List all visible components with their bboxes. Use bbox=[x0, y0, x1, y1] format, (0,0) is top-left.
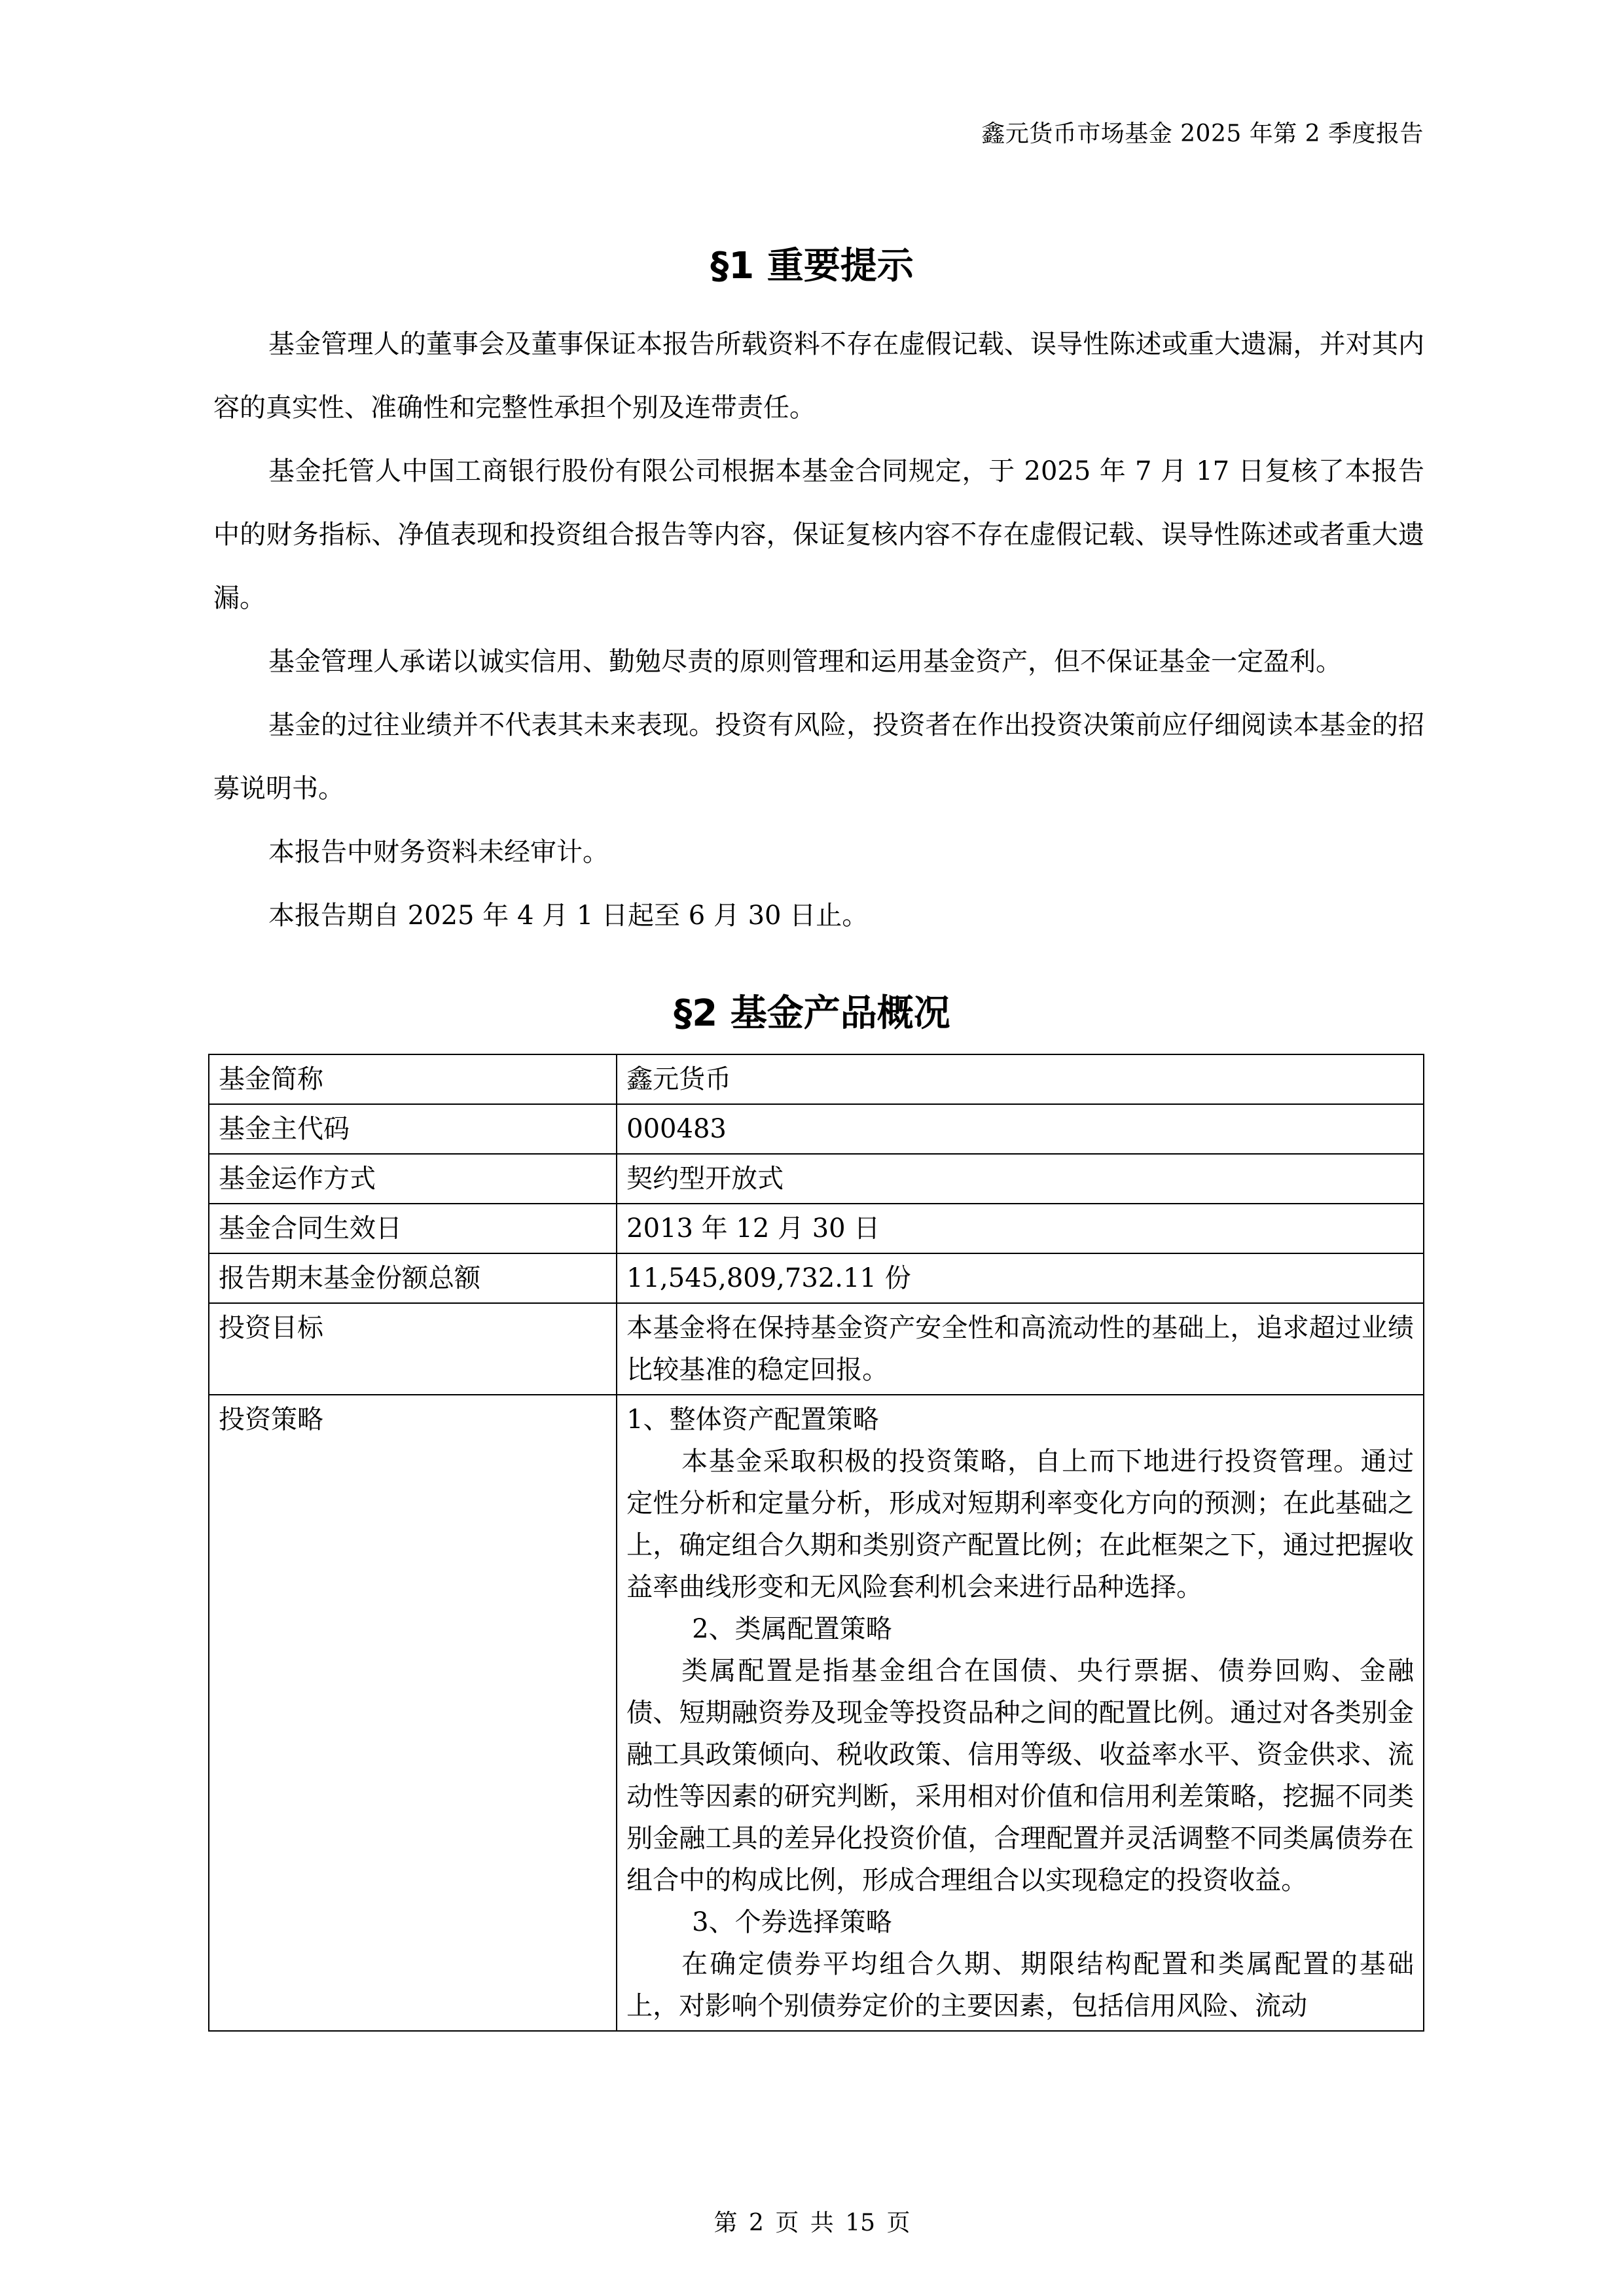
row-value: 2013 年 12 月 30 日 bbox=[617, 1204, 1424, 1253]
section1-paragraph: 基金管理人的董事会及董事保证本报告所载资料不存在虚假记载、误导性陈述或重大遗漏，并对其内容的真实性、准确性和完整性承担个别及连带责任。 bbox=[213, 329, 1424, 423]
strategy-block bbox=[626, 1399, 1414, 2027]
table-row bbox=[209, 1204, 1424, 1253]
table-row bbox=[209, 1054, 1424, 1104]
investment-strategy-cell bbox=[617, 1395, 1424, 2031]
page-number-footer: 第 2 页 共 15 页 bbox=[713, 2210, 911, 2236]
section1-paragraph: 基金托管人中国工商银行股份有限公司根据本基金合同规定，于 2025 年 7 月 17 日复核了本报告中的财务指标、净值表现和投资组合报告等内容，保证复核内容不存在虚假记载、误导性陈述或者重大遗漏。 bbox=[213, 456, 1424, 613]
row-value: 鑫元货币 bbox=[617, 1054, 1424, 1104]
strategy-paragraph: 在确定债券平均组合久期、期限结构配置和类属配置的基础上，对影响个别债券定价的主要因素，包括信用风险、流动 bbox=[626, 1949, 1414, 2021]
row-label: 基金简称 bbox=[209, 1054, 617, 1104]
section1-paragraph: 本报告期自 2025 年 4 月 1 日起至 6 月 30 日止。 bbox=[268, 901, 869, 931]
row-value: 000483 bbox=[617, 1104, 1424, 1154]
section1-paragraph: 基金管理人承诺以诚实信用、勤勉尽责的原则管理和运用基金资产，但不保证基金一定盈利。 bbox=[268, 647, 1342, 677]
section1-paragraph: 本报告中财务资料未经审计。 bbox=[268, 837, 609, 867]
section1-body bbox=[213, 313, 1424, 948]
row-label: 投资目标 bbox=[209, 1303, 617, 1395]
strategy-paragraph: 类属配置是指基金组合在国债、央行票据、债券回购、金融债、短期融资券及现金等投资品种之间的配置比例。通过对各类别金融工具政策倾向、税收政策、信用等级、收益率水平、资金供求、流动性等因素的研究判断，采用相对价值和信用利差策略，挖掘不同类别金融工具的差异化投资价值，合理配置并灵活调整不同类属债券在组合中的构成比例，形成合理组合以实现稳定的投资收益。 bbox=[626, 1656, 1414, 1895]
table-row bbox=[209, 1154, 1424, 1204]
row-label: 基金主代码 bbox=[209, 1104, 617, 1154]
fund-overview-table bbox=[208, 1054, 1424, 2032]
row-label: 投资策略 bbox=[209, 1395, 617, 2031]
strategy-heading: 3、个券选择策略 bbox=[692, 1907, 892, 1937]
table-row bbox=[209, 1395, 1424, 2031]
section1-paragraph: 基金的过往业绩并不代表其未来表现。投资有风险，投资者在作出投资决策前应仔细阅读本基金的招募说明书。 bbox=[213, 710, 1424, 804]
row-label: 基金合同生效日 bbox=[209, 1204, 617, 1253]
row-value: 本基金将在保持基金资产安全性和高流动性的基础上，追求超过业绩比较基准的稳定回报。 bbox=[617, 1303, 1424, 1395]
row-label: 报告期末基金份额总额 bbox=[209, 1253, 617, 1303]
strategy-paragraph: 本基金采取积极的投资策略，自上而下地进行投资管理。通过定性分析和定量分析，形成对短期利率变化方向的预测；在此基础之上，确定组合久期和类别资产配置比例；在此框架之下，通过把握收益率曲线形变和无风险套利机会来进行品种选择。 bbox=[626, 1446, 1414, 1602]
strategy-heading: 2、类属配置策略 bbox=[692, 1614, 892, 1644]
table-row bbox=[209, 1303, 1424, 1395]
report-header-title: 鑫元货币市场基金 2025 年第 2 季度报告 bbox=[981, 120, 1424, 147]
table-row bbox=[209, 1104, 1424, 1154]
row-label: 基金运作方式 bbox=[209, 1154, 617, 1204]
section2-title: §2 基金产品概况 bbox=[674, 992, 950, 1035]
section1-title: §1 重要提示 bbox=[710, 245, 914, 287]
table-row bbox=[209, 1253, 1424, 1303]
row-value: 契约型开放式 bbox=[617, 1154, 1424, 1204]
strategy-heading: 1、整体资产配置策略 bbox=[626, 1405, 879, 1435]
row-value: 11,545,809,732.11 份 bbox=[617, 1253, 1424, 1303]
